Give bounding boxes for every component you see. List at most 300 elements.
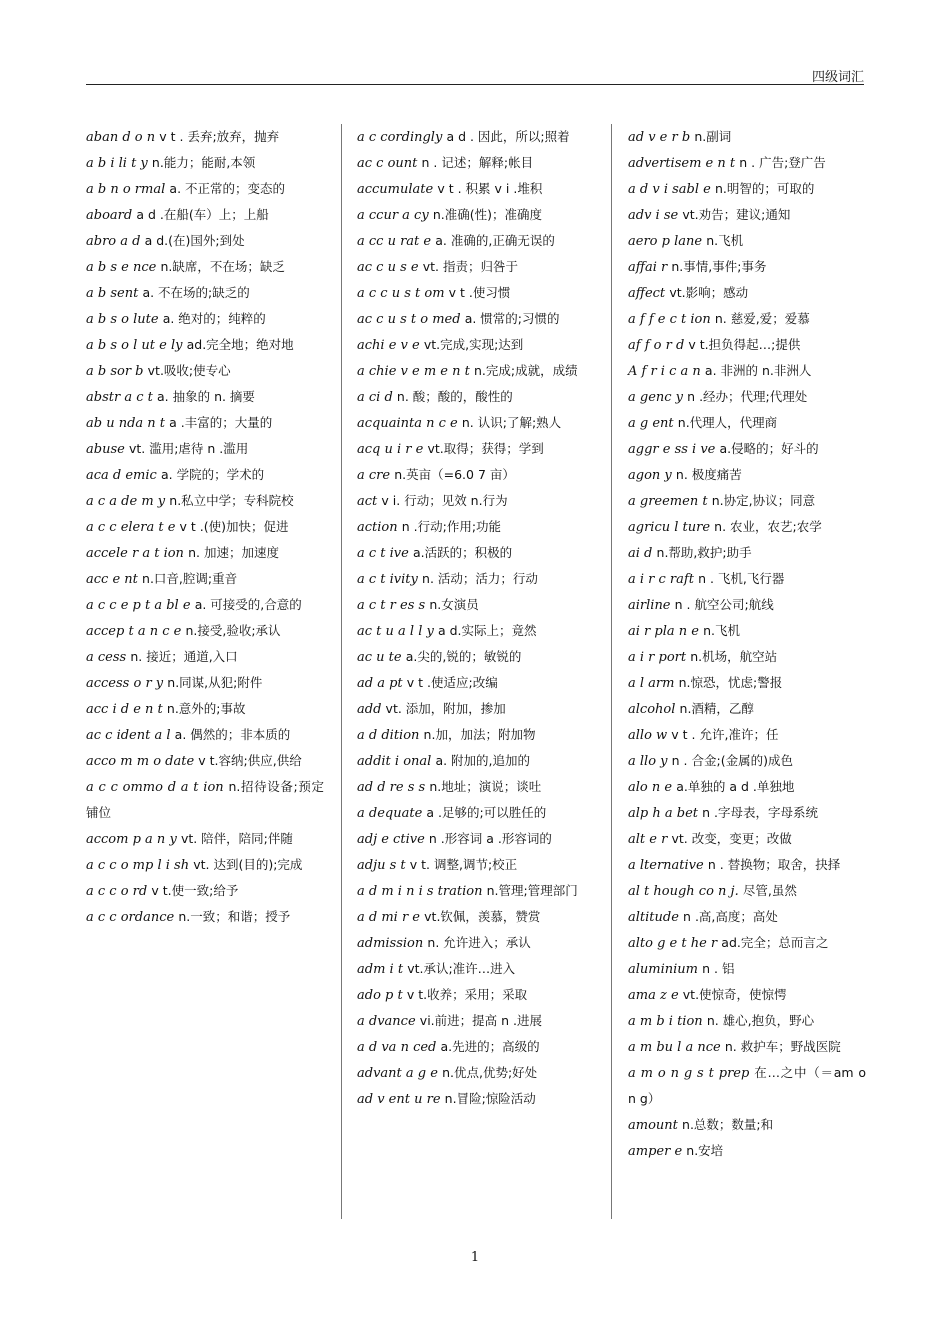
headword: agon y bbox=[628, 468, 672, 483]
vocab-entry bbox=[86, 722, 324, 748]
vocab-entry bbox=[86, 670, 324, 696]
definition: a.先进的；高级的 bbox=[440, 1039, 540, 1054]
headword: a m o n g s t prep bbox=[628, 1066, 750, 1081]
vocab-entry bbox=[357, 592, 595, 618]
definition: n.事情,事件;事务 bbox=[671, 259, 767, 274]
definition: n .经办；代理;代理处 bbox=[687, 389, 808, 404]
definition: v t. 调整,调节;校正 bbox=[409, 857, 518, 872]
vocab-entry bbox=[628, 202, 866, 228]
vocab-entry bbox=[357, 566, 595, 592]
definition: vt.劝告；建议;通知 bbox=[682, 207, 791, 222]
definition: n .形容词 a .形容词的 bbox=[428, 831, 552, 846]
vocab-entry bbox=[628, 644, 866, 670]
definition: n.英亩（=6.0 7 亩） bbox=[394, 467, 515, 482]
vocab-entry bbox=[628, 800, 866, 826]
definition: ad.完全地；绝对地 bbox=[186, 337, 294, 352]
headword: agricu l ture bbox=[628, 520, 711, 535]
definition: a d . 因此，所以;照着 bbox=[446, 129, 570, 144]
definition: vi.前进；提高 n .进展 bbox=[419, 1013, 542, 1028]
vocab-entry bbox=[86, 488, 324, 514]
headword: acc i d e n t bbox=[86, 702, 163, 717]
vocab-entry bbox=[628, 488, 866, 514]
headword: a b s o lute bbox=[86, 312, 159, 327]
headword: ado p t bbox=[357, 988, 403, 1003]
headword: a f f e c t ion bbox=[628, 312, 711, 327]
vocab-entry bbox=[628, 410, 866, 436]
headword: a b i li t y bbox=[86, 156, 148, 171]
vocab-entry bbox=[86, 852, 324, 878]
headword: addit i onal bbox=[357, 754, 432, 769]
definition: ad.完全；总而言之 bbox=[721, 935, 829, 950]
definition: a .丰富的；大量的 bbox=[169, 415, 273, 430]
definition: a. 绝对的；纯粹的 bbox=[162, 311, 266, 326]
vocab-entry bbox=[357, 306, 595, 332]
definition: v t . 允许,准许；任 bbox=[671, 727, 779, 742]
vocab-entry bbox=[628, 462, 866, 488]
vocab-entry bbox=[86, 436, 324, 462]
vocab-entry bbox=[357, 1034, 595, 1060]
vocab-entry bbox=[86, 878, 324, 904]
headword: a g ent bbox=[628, 416, 674, 431]
definition: n. 酸；酸的，酸性的 bbox=[396, 389, 513, 404]
headword: a greemen t bbox=[628, 494, 708, 509]
definition: v t.收养；采用；采取 bbox=[406, 987, 528, 1002]
headword: a b sent bbox=[86, 286, 139, 301]
vocab-entry bbox=[357, 904, 595, 930]
vocab-entry bbox=[86, 254, 324, 280]
vocab-entry bbox=[628, 722, 866, 748]
headword: altitude bbox=[628, 910, 679, 925]
headword: a m bu l a nce bbox=[628, 1040, 721, 1055]
vocab-entry bbox=[628, 878, 866, 904]
headword: aluminium bbox=[628, 962, 698, 977]
vocab-entry bbox=[357, 1060, 595, 1086]
vocab-entry bbox=[628, 1138, 866, 1164]
headword: a dequate bbox=[357, 806, 423, 821]
headword: abuse bbox=[86, 442, 125, 457]
headword: a lternative bbox=[628, 858, 704, 873]
definition: vt.完成,实现;达到 bbox=[423, 337, 524, 352]
vocab-column-1 bbox=[86, 124, 324, 930]
vocab-entry bbox=[628, 982, 866, 1008]
headword: ama z e bbox=[628, 988, 679, 1003]
headword: ad v ent u re bbox=[357, 1092, 441, 1107]
headword: alo n e bbox=[628, 780, 673, 795]
definition: n.明智的；可取的 bbox=[714, 181, 815, 196]
vocab-entry bbox=[628, 930, 866, 956]
headword: acc e nt bbox=[86, 572, 138, 587]
page-number: 1 bbox=[470, 1250, 480, 1265]
definition: a. 不正常的；变态的 bbox=[169, 181, 286, 196]
headword: a genc y bbox=[628, 390, 684, 405]
headword: a c c e p t a bl e bbox=[86, 598, 191, 613]
vocab-entry bbox=[628, 384, 866, 410]
definition: n.加，加法；附加物 bbox=[423, 727, 536, 742]
headword: access o r y bbox=[86, 676, 164, 691]
vocab-entry bbox=[86, 904, 324, 930]
definition: n.总数；数量;和 bbox=[682, 1117, 774, 1132]
headword: af f o r d bbox=[628, 338, 685, 353]
vocab-entry bbox=[357, 826, 595, 852]
definition: n . 记述；解释;帐目 bbox=[421, 155, 534, 170]
definition: n . 铝 bbox=[702, 961, 735, 976]
definition: n.惊恐，忧虑;警报 bbox=[678, 675, 783, 690]
headword: a c a de m y bbox=[86, 494, 166, 509]
vocab-entry bbox=[628, 436, 866, 462]
definition: v t . 丢弃;放弃，抛弃 bbox=[159, 129, 280, 144]
definition: n. 允许进入；承认 bbox=[427, 935, 531, 950]
headword: ab u nda n t bbox=[86, 416, 166, 431]
headword: advertisem e n t bbox=[628, 156, 736, 171]
headword: al t hough co n j. bbox=[628, 884, 739, 899]
definition: a .足够的;可以胜任的 bbox=[426, 805, 547, 820]
vocab-entry bbox=[628, 1112, 866, 1138]
vocab-entry bbox=[357, 644, 595, 670]
headword: adju s t bbox=[357, 858, 406, 873]
vocab-entry bbox=[86, 358, 324, 384]
headword: abstr a c t bbox=[86, 390, 153, 405]
definition: vt.吸收;使专心 bbox=[147, 363, 231, 378]
vocab-entry bbox=[628, 618, 866, 644]
definition: n.接受,验收;承认 bbox=[185, 623, 281, 638]
definition: n. 活动；活力；行动 bbox=[422, 571, 538, 586]
definition: n.地址；演说；谈吐 bbox=[429, 779, 542, 794]
vocab-entry bbox=[86, 462, 324, 488]
headword: ac c ount bbox=[357, 156, 418, 171]
headword: accep t a n c e bbox=[86, 624, 182, 639]
definition: n.一致；和谐；授予 bbox=[178, 909, 291, 924]
vocab-entry bbox=[628, 696, 866, 722]
definition: n. 认识;了解;熟人 bbox=[461, 415, 562, 430]
headword: aca d emic bbox=[86, 468, 157, 483]
definition: n.私立中学；专科院校 bbox=[169, 493, 294, 508]
definition: vt. 达到(目的);完成 bbox=[193, 857, 303, 872]
headword: a i r port bbox=[628, 650, 687, 665]
headword: ac t u a l l y bbox=[357, 624, 434, 639]
vocab-entry bbox=[357, 618, 595, 644]
headword: accumulate bbox=[357, 182, 434, 197]
headword: a b sor b bbox=[86, 364, 144, 379]
vocab-entry bbox=[357, 540, 595, 566]
headword: aboard bbox=[86, 208, 133, 223]
vocab-entry bbox=[357, 488, 595, 514]
vocab-entry bbox=[628, 904, 866, 930]
vocab-entry bbox=[357, 332, 595, 358]
headword: a d m i n i s tration bbox=[357, 884, 483, 899]
headword: alto g e t he r bbox=[628, 936, 718, 951]
headword: ai r pla n e bbox=[628, 624, 699, 639]
headword: a c c o mp l i sh bbox=[86, 858, 190, 873]
vocab-entry bbox=[86, 384, 324, 410]
headword: affai r bbox=[628, 260, 668, 275]
headword: a cess bbox=[86, 650, 127, 665]
vocab-entry bbox=[357, 696, 595, 722]
vocab-entry bbox=[86, 514, 324, 540]
headword: accom p a n y bbox=[86, 832, 177, 847]
definition: n.安培 bbox=[686, 1143, 724, 1158]
vocab-entry bbox=[628, 774, 866, 800]
vocab-column-3 bbox=[628, 124, 866, 1164]
vocab-entry bbox=[628, 956, 866, 982]
headword: acq u i r e bbox=[357, 442, 424, 457]
definition: a d.(在)国外;到处 bbox=[144, 233, 245, 248]
definition: n.飞机 bbox=[703, 623, 740, 638]
vocab-entry bbox=[628, 1060, 866, 1112]
vocab-entry bbox=[357, 670, 595, 696]
headword: a c c elera t e bbox=[86, 520, 176, 535]
headword: act bbox=[357, 494, 378, 509]
definition: n .高,高度；高处 bbox=[683, 909, 778, 924]
definition: n.完成;成就，成绩 bbox=[473, 363, 578, 378]
definition: a. 惯常的;习惯的 bbox=[464, 311, 560, 326]
vocab-entry bbox=[357, 748, 595, 774]
definition: v t.担负得起…;提供 bbox=[688, 337, 801, 352]
vocab-entry bbox=[357, 514, 595, 540]
definition: n.帮助,救护;助手 bbox=[656, 545, 752, 560]
definition: n.代理人，代理商 bbox=[677, 415, 778, 430]
vocab-entry bbox=[628, 540, 866, 566]
vocab-entry bbox=[86, 150, 324, 176]
definition: n. 救护车；野战医院 bbox=[724, 1039, 841, 1054]
definition: n .行动;作用;功能 bbox=[401, 519, 502, 534]
page-header bbox=[86, 66, 864, 85]
vocab-entry bbox=[628, 514, 866, 540]
definition: a. 学院的；学术的 bbox=[160, 467, 265, 482]
definition: vt. 改变，变更；改做 bbox=[671, 831, 792, 846]
definition: a d.实际上；竟然 bbox=[437, 623, 537, 638]
headword: a cc u rat e bbox=[357, 234, 432, 249]
definition: n.招待设备;预定铺位 bbox=[86, 779, 325, 820]
headword: adm i t bbox=[357, 962, 404, 977]
definition: vt.承认;准许…进入 bbox=[407, 961, 516, 976]
headword: a i r c raft bbox=[628, 572, 694, 587]
headword: acco m m o date bbox=[86, 754, 195, 769]
vocab-entry bbox=[357, 280, 595, 306]
definition: a.尖的,锐的；敏锐的 bbox=[405, 649, 522, 664]
headword: ad a pt bbox=[357, 676, 403, 691]
definition: vt.取得；获得；学到 bbox=[427, 441, 544, 456]
definition: v t .(使)加快；促进 bbox=[179, 519, 289, 534]
definition: n.准确(性)；准确度 bbox=[432, 207, 542, 222]
vocab-entry bbox=[628, 332, 866, 358]
vocab-entry bbox=[86, 176, 324, 202]
headword: a d mi r e bbox=[357, 910, 420, 925]
definition: 尽管,虽然 bbox=[742, 883, 797, 898]
vocab-entry bbox=[628, 358, 866, 384]
definition: n . 替换物；取舍，抉择 bbox=[707, 857, 841, 872]
definition: v t.使一致;给予 bbox=[151, 883, 239, 898]
definition: vt. 指责；归咎于 bbox=[422, 259, 518, 274]
vocab-entry bbox=[357, 384, 595, 410]
headword: a cre bbox=[357, 468, 391, 483]
vocab-entry bbox=[357, 150, 595, 176]
vocab-entry bbox=[357, 800, 595, 826]
vocab-entry bbox=[628, 826, 866, 852]
headword: a c t ivity bbox=[357, 572, 418, 587]
vocab-entry bbox=[357, 852, 595, 878]
vocab-entry bbox=[628, 280, 866, 306]
vocab-entry bbox=[628, 124, 866, 150]
vocab-entry bbox=[357, 774, 595, 800]
vocab-entry bbox=[86, 748, 324, 774]
vocab-entry bbox=[628, 1034, 866, 1060]
vocab-entry bbox=[357, 436, 595, 462]
definition: n. 极度痛苦 bbox=[675, 467, 742, 482]
definition: n. 雄心,抱负，野心 bbox=[706, 1013, 815, 1028]
headword: a c c ommo d a t ion bbox=[86, 780, 224, 795]
definition: a. 抽象的 n. 摘要 bbox=[156, 389, 255, 404]
headword: alt e r bbox=[628, 832, 668, 847]
vocab-entry bbox=[357, 202, 595, 228]
definition: vt.钦佩，羡慕，赞赏 bbox=[424, 909, 541, 924]
headword: amount bbox=[628, 1118, 678, 1133]
definition: n.协定,协议；同意 bbox=[711, 493, 816, 508]
headword: a b n o rmal bbox=[86, 182, 166, 197]
definition: a. 非洲的 n.非洲人 bbox=[704, 363, 812, 378]
vocab-entry bbox=[357, 254, 595, 280]
definition: n. 慈爱,爱；爱慕 bbox=[714, 311, 810, 326]
headword: a llo y bbox=[628, 754, 668, 769]
vocab-entry bbox=[628, 306, 866, 332]
definition: n.女演员 bbox=[429, 597, 479, 612]
vocab-entry bbox=[357, 124, 595, 150]
vocab-entry bbox=[628, 852, 866, 878]
vocab-entry bbox=[628, 748, 866, 774]
header-title: 四级词汇 bbox=[811, 70, 864, 85]
vocab-entry bbox=[628, 254, 866, 280]
definition: v t .使习惯 bbox=[448, 285, 511, 300]
vocab-entry bbox=[357, 228, 595, 254]
definition: n.冒险;惊险活动 bbox=[444, 1091, 536, 1106]
definition: vt.影响；感动 bbox=[669, 285, 749, 300]
headword: abro a d bbox=[86, 234, 141, 249]
headword: alp h a bet bbox=[628, 806, 698, 821]
definition: n . 飞机,飞行器 bbox=[698, 571, 785, 586]
vocab-entry bbox=[628, 1008, 866, 1034]
definition: a. 不在场的;缺乏的 bbox=[142, 285, 250, 300]
vocab-entry bbox=[86, 774, 324, 826]
definition: n.优点,优势;好处 bbox=[442, 1065, 538, 1080]
vocab-entry bbox=[86, 280, 324, 306]
vocab-entry bbox=[628, 566, 866, 592]
definition: vt. 添加，附加，掺加 bbox=[385, 701, 506, 716]
headword: a ccur a cy bbox=[357, 208, 429, 223]
headword: aggr e ss i ve bbox=[628, 442, 716, 457]
vocab-entry bbox=[86, 618, 324, 644]
definition: a. 偶然的；非本质的 bbox=[174, 727, 291, 742]
headword: a c cordingly bbox=[357, 130, 443, 145]
definition: n.缺席，不在场；缺乏 bbox=[160, 259, 285, 274]
headword: a d dition bbox=[357, 728, 420, 743]
vocab-entry bbox=[86, 202, 324, 228]
headword: A f r i c a n bbox=[628, 364, 701, 379]
headword: a c c o rd bbox=[86, 884, 148, 899]
definition: n.意外的;事故 bbox=[166, 701, 246, 716]
vocab-entry bbox=[357, 358, 595, 384]
headword: ai d bbox=[628, 546, 653, 561]
definition: n.能力；能耐,本领 bbox=[151, 155, 256, 170]
definition: n.飞机 bbox=[706, 233, 744, 248]
definition: n. 农业，农艺;农学 bbox=[714, 519, 822, 534]
headword: adj e ctive bbox=[357, 832, 425, 847]
definition: v t.容纳;供应,供给 bbox=[198, 753, 302, 768]
headword: a m b i tion bbox=[628, 1014, 703, 1029]
headword: adv i se bbox=[628, 208, 679, 223]
vocab-entry bbox=[86, 540, 324, 566]
definition: n . 航空公司;航线 bbox=[674, 597, 774, 612]
headword: a d va n ced bbox=[357, 1040, 437, 1055]
headword: a l arm bbox=[628, 676, 675, 691]
definition: n . 合金;(金属的)成色 bbox=[671, 753, 793, 768]
headword: a c c ordance bbox=[86, 910, 175, 925]
vocab-entry bbox=[357, 176, 595, 202]
definition: vt.使惊奇，使惊愕 bbox=[682, 987, 787, 1002]
vocab-entry bbox=[357, 1086, 595, 1112]
definition: vt. 陪伴，陪同;伴随 bbox=[180, 831, 293, 846]
vocab-entry bbox=[628, 176, 866, 202]
definition: a. 可接受的,合意的 bbox=[194, 597, 302, 612]
definition: a d .在船(车）上；上船 bbox=[136, 207, 269, 222]
vocab-entry bbox=[357, 956, 595, 982]
headword: a dvance bbox=[357, 1014, 416, 1029]
headword: advant a g e bbox=[357, 1066, 438, 1081]
vocab-entry bbox=[357, 722, 595, 748]
headword: a d v i sabl e bbox=[628, 182, 711, 197]
vocab-entry bbox=[357, 878, 595, 904]
vocab-entry bbox=[86, 410, 324, 436]
definition: a. 准确的,正确无误的 bbox=[435, 233, 555, 248]
headword: action bbox=[357, 520, 398, 535]
headword: achi e v e bbox=[357, 338, 420, 353]
headword: ad d re s s bbox=[357, 780, 426, 795]
headword: alcohol bbox=[628, 702, 676, 717]
headword: a c t ive bbox=[357, 546, 409, 561]
vocab-entry bbox=[86, 592, 324, 618]
headword: affect bbox=[628, 286, 666, 301]
headword: aero p lane bbox=[628, 234, 703, 249]
headword: a chie v e m e n t bbox=[357, 364, 470, 379]
vocab-entry bbox=[357, 1008, 595, 1034]
vocab-entry bbox=[86, 228, 324, 254]
headword: a b s e nce bbox=[86, 260, 157, 275]
definition: n.机场，航空站 bbox=[690, 649, 778, 664]
headword: airline bbox=[628, 598, 671, 613]
headword: amper e bbox=[628, 1144, 683, 1159]
definition: 在…之中（＝am o n g） bbox=[628, 1065, 866, 1106]
definition: n .字母表，字母系统 bbox=[702, 805, 819, 820]
definition: v t .使适应;改编 bbox=[406, 675, 498, 690]
vocab-entry bbox=[357, 982, 595, 1008]
vocab-entry bbox=[628, 670, 866, 696]
vocab-entry bbox=[86, 696, 324, 722]
definition: a.侵略的；好斗的 bbox=[719, 441, 819, 456]
definition: v t . 积累 v i .堆积 bbox=[437, 181, 543, 196]
headword: aban d o n bbox=[86, 130, 156, 145]
column-divider bbox=[341, 124, 342, 1219]
vocab-entry bbox=[357, 410, 595, 436]
definition: n.口音,腔调;重音 bbox=[142, 571, 238, 586]
definition: n.酒精，乙醇 bbox=[679, 701, 754, 716]
vocab-entry bbox=[628, 592, 866, 618]
headword: a c t r es s bbox=[357, 598, 426, 613]
headword: acquainta n c e bbox=[357, 416, 458, 431]
definition: a. 附加的,追加的 bbox=[435, 753, 531, 768]
headword: admission bbox=[357, 936, 424, 951]
definition: v i. 行动；见效 n.行为 bbox=[381, 493, 508, 508]
headword: a ci d bbox=[357, 390, 393, 405]
vocab-column-2 bbox=[357, 124, 595, 1112]
vocab-entry bbox=[86, 306, 324, 332]
